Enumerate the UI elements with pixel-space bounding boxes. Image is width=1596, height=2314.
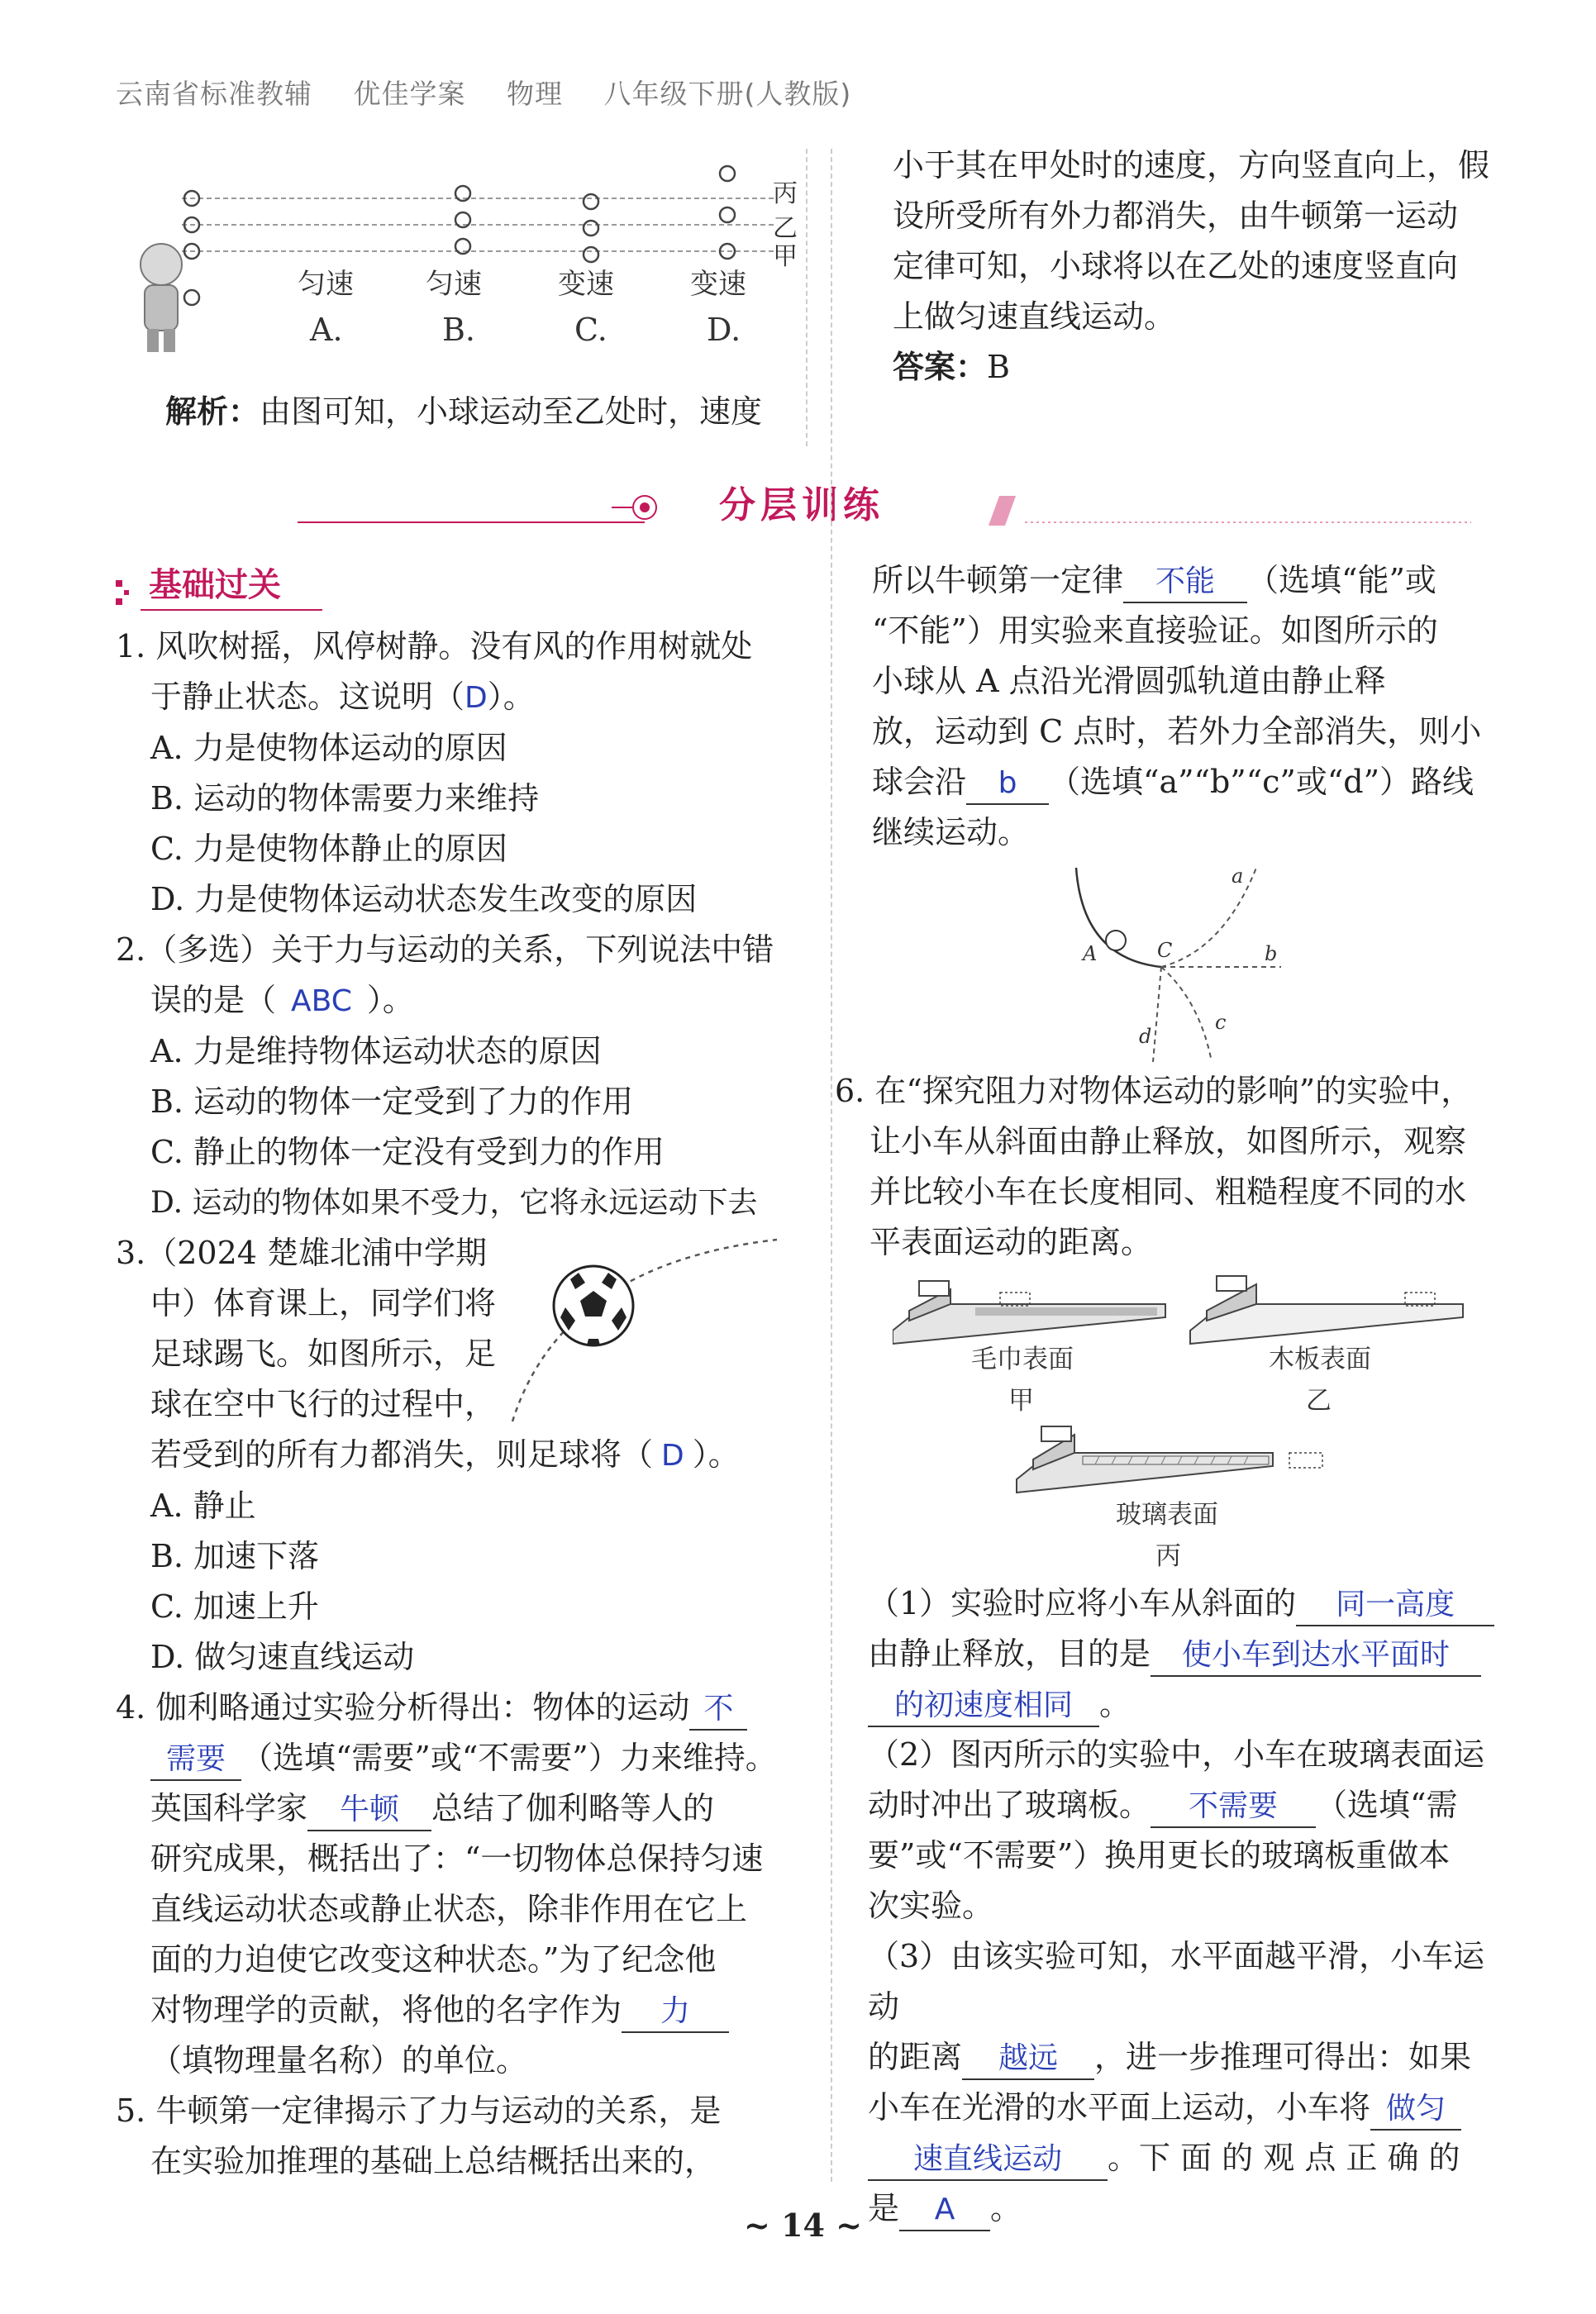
- header-series: 云南省标准教辅: [116, 78, 312, 110]
- answer-value: B: [987, 349, 1010, 385]
- svg-text:C: C: [1157, 939, 1173, 962]
- svg-text:毛巾表面: 毛巾表面: [971, 1345, 1074, 1374]
- row-label-bing: 丙: [773, 179, 798, 208]
- option-a-letter: A.: [310, 312, 343, 348]
- header-brand: 优佳学案: [353, 78, 466, 110]
- svg-text:A: A: [1083, 942, 1098, 965]
- ball-icon: [1106, 931, 1126, 950]
- top-right-analysis: 小于其在甲处时的速度，方向竖直向上，假 设所受所有外力都消失，由牛顿第一运动 定律可知，小球将以在乙处的速度竖直向 上做匀速直线运动。 答案：B: [893, 147, 1490, 385]
- question-3: 3.（2024 楚雄北浦中学期 中）体育课上，同学们将 足球踢飞。如图所示，足 球在空中飞行的过程中， 若受到的所有力都消失，则足球将（ D ）。 A. 静止 B. 加速下落 C. 加速上升 D. 做匀速直线运动: [116, 1235, 740, 1675]
- option-c-motion: 变速: [558, 268, 614, 301]
- svg-text:丙: 丙: [1155, 1541, 1181, 1571]
- question-4: 4. 伽利略通过实验分析得出：物体的运动 不 需要 （选填“需要”或“不需要”）力来维持。 英国科学家 牛顿 总结了伽利略等人的 研究成果，概括出了：“一切物体总保持匀速 直线运动状态或静止状态，除非作用在它上 面的力迫使它改变这种状态。”为了纪念他 对物理学的贡献，将他的名字作为 力 （填物理量名称）的单位。: [116, 1689, 777, 2078]
- svg-text:a: a: [1232, 864, 1244, 888]
- soccer-ball-figure: [496, 1231, 793, 1430]
- q6-blank-1: 同一高度: [1296, 1585, 1494, 1626]
- towel-surface-setup: [893, 1281, 1165, 1344]
- row-label-yi: 乙: [773, 214, 798, 243]
- running-header: [116, 73, 883, 112]
- q4-blank-1b: 需要: [150, 1740, 241, 1781]
- option-b-letter: B.: [442, 312, 476, 348]
- q6-blank-3: 不需要: [1151, 1787, 1316, 1828]
- option-b-motion: 匀速: [426, 268, 482, 301]
- question-5-start: 5. 牛顿第一定律揭示了力与运动的关系，是 在实验加推理的基础上总结概括出来的，: [116, 2093, 722, 2179]
- subsection-title: 基础过关: [149, 566, 281, 604]
- right-column-top: 所以牛顿第一定律 不能 （选填“能”或 “不能”）用实验来直接验证。如图所示的 小球从 A 点沿光滑圆弧轨道由静止释 放，运动到 C 点时，若外力全部消失，则小 球会沿 b （选填“a”“b”“c”或“d”）路线 继续运动。: [872, 562, 1482, 850]
- soccer-ball-icon: [554, 1266, 633, 1345]
- arc-track-figure: [1066, 859, 1314, 1066]
- header-grade: 八年级下册(人教版): [603, 78, 852, 110]
- option-c-letter: C.: [574, 312, 607, 348]
- analysis-label: 解析：: [165, 393, 260, 430]
- svg-text:c: c: [1215, 1011, 1227, 1034]
- q4-blank-2: 牛顿: [307, 1790, 431, 1831]
- svg-text:乙: 乙: [1306, 1386, 1332, 1416]
- svg-text:木板表面: 木板表面: [1269, 1345, 1371, 1374]
- page-number: ~ 14 ~: [744, 2207, 863, 2244]
- ramp-experiment-figure: [893, 1264, 1488, 1595]
- q4-blank-1: 不: [689, 1689, 747, 1731]
- question-6-intro: 6. 在“探究阻力对物体运动的影响”的实验中， 让小车从斜面由静止释放，如图所示，观察 并比较小车在长度相同、粗糙程度不同的水 平表面运动的距离。: [835, 1073, 1473, 1260]
- glass-surface-setup: [1017, 1426, 1322, 1493]
- top-column-divider: [806, 149, 808, 446]
- question-6-parts: （1）实验时应将小车从斜面的 同一高度 由静止释放，目的是 使小车到达水平面时 的初速度相同 。 （2）图丙所示的实验中，小车在玻璃表面运 动时冲出了玻璃板。 不需要 （选填“需 要”或“不需要”）换用更长的玻璃板重做本 次实验。 （3）由该实验可知，水平面越平滑，小车运动 的距离 越远 ，进一步推理可得出：如果 小车在光滑的水平面上运动，小车将 做匀 速直线运动 。下 面 的 观 点 正 确 的 是 A 。: [868, 1578, 1513, 2234]
- top-analysis: [165, 387, 793, 437]
- cartoon-boy-icon: [141, 244, 182, 352]
- header-subject: 物理: [507, 78, 563, 110]
- row-label-jia: 甲: [773, 242, 798, 271]
- question-1: 1. 风吹树摇，风停树静。没有风的作用树就处 于静止状态。这说明（D）。 A. 力是使物体运动的原因 B. 运动的物体需要力来维持 C. 力是使物体静止的原因 D. 力是使物体运动状态发生改变的原因: [116, 628, 753, 917]
- q6-blank-4: 越远: [962, 2039, 1094, 2080]
- section-banner: [298, 471, 1471, 537]
- question-2: 2.（多选）关于力与运动的关系，下列说法中错 误的是（ ABC ）。 A. 力是维持物体运动状态的原因 B. 运动的物体一定受到了力的作用 C. 静止的物体一定没有受到力的作用 D. 运动的物体如果不受力，它将永远运动下去: [116, 931, 774, 1220]
- wood-surface-setup: [1190, 1276, 1463, 1344]
- q1-answer: D: [465, 681, 488, 715]
- q5-blank-1: 不能: [1123, 562, 1247, 603]
- svg-text:d: d: [1139, 1025, 1152, 1048]
- option-a-motion: 匀速: [298, 268, 354, 301]
- svg-text:b: b: [1265, 942, 1278, 965]
- q5-blank-2: b: [966, 764, 1049, 805]
- option-d-motion: 变速: [690, 268, 746, 301]
- svg-text:玻璃表面: 玻璃表面: [1116, 1500, 1218, 1530]
- q6-blank-5a: 做匀: [1370, 2089, 1461, 2131]
- svg-text:甲: 甲: [1008, 1386, 1034, 1416]
- answer-label: 答案：: [893, 349, 988, 385]
- option-d-letter: D.: [707, 312, 741, 348]
- q6-blank-2b: 的初速度相同: [868, 1686, 1099, 1727]
- q6-blank-2a: 使小车到达水平面时: [1151, 1636, 1481, 1677]
- cart-icon: [919, 1281, 949, 1296]
- section-title: 分层训练: [719, 484, 884, 526]
- analysis-text: 由图可知，小球运动至乙处时，速度: [260, 393, 763, 430]
- q4-blank-3: 力: [622, 1992, 729, 2033]
- q6-blank-6: A: [899, 2190, 990, 2231]
- column-divider: [831, 149, 832, 2182]
- ball-motion-figure: [124, 157, 810, 372]
- q3-answer: D: [661, 1439, 684, 1473]
- q6-blank-5b: 速直线运动: [868, 2140, 1108, 2181]
- q2-answer: ABC: [291, 984, 352, 1018]
